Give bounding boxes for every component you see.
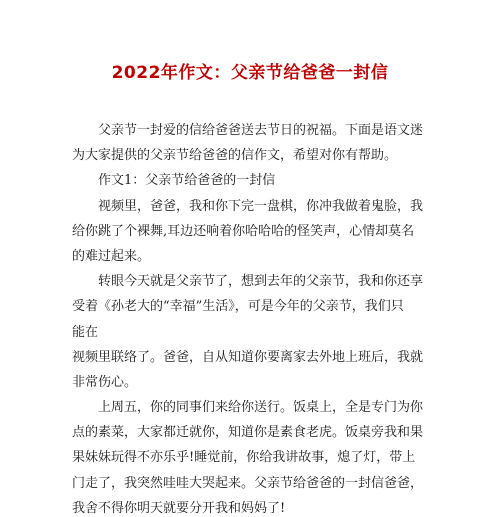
text-line: 我舍不得你明天就要分开我和妈妈了!: [72, 500, 286, 516]
text-line: 为大家提供的父亲节给爸爸的信作文，希望对你有帮助。: [72, 148, 398, 164]
text-line: 点的素菜，大家都迁就你，知道你是素食老虎。饭桌旁我和果: [72, 425, 424, 441]
text-line: 视频里，爸爸，我和你下完一盘棋，你冲我做着鬼脸，我: [98, 198, 424, 214]
text-line: 非常伤心。: [72, 374, 138, 390]
text-line: 门走了，我突然哇哇大哭起来。父亲节给爸爸的一封信爸爸，: [72, 475, 424, 491]
text-line: 的难过起来。: [72, 248, 151, 264]
text-line: 受着《孙老大的“幸福”生活》，可是今年的父亲节，我们只: [72, 299, 404, 315]
page-title: 2022年作文：父亲节给爸爸一封信: [111, 63, 389, 83]
text-line: 果妹妹玩得不亦乐乎!睡觉前，你给我讲故事，熄了灯，带上: [72, 450, 416, 466]
text-line: 转眼今天就是父亲节了，想到去年的父亲节，我和你还享: [98, 274, 424, 290]
text-line: 作文1：父亲节给爸爸的一封信: [98, 173, 276, 189]
text-line: 能在: [72, 324, 99, 340]
text-line: 父亲节一封爱的信给爸爸送去节日的祝福。下面是语文迷: [98, 123, 424, 138]
article-body: [72, 118, 432, 517]
text-line: 视频里联络了。爸爸，自从知道你要离家去外地上班后，我就: [72, 349, 424, 365]
text-line: 上周五，你的同事们来给你送行。饭桌上，全是专门为你: [98, 400, 424, 416]
text-line: 给你跳了个裸舞,耳边还响着你哈哈哈的怪笑声，心情却莫名: [72, 223, 415, 239]
